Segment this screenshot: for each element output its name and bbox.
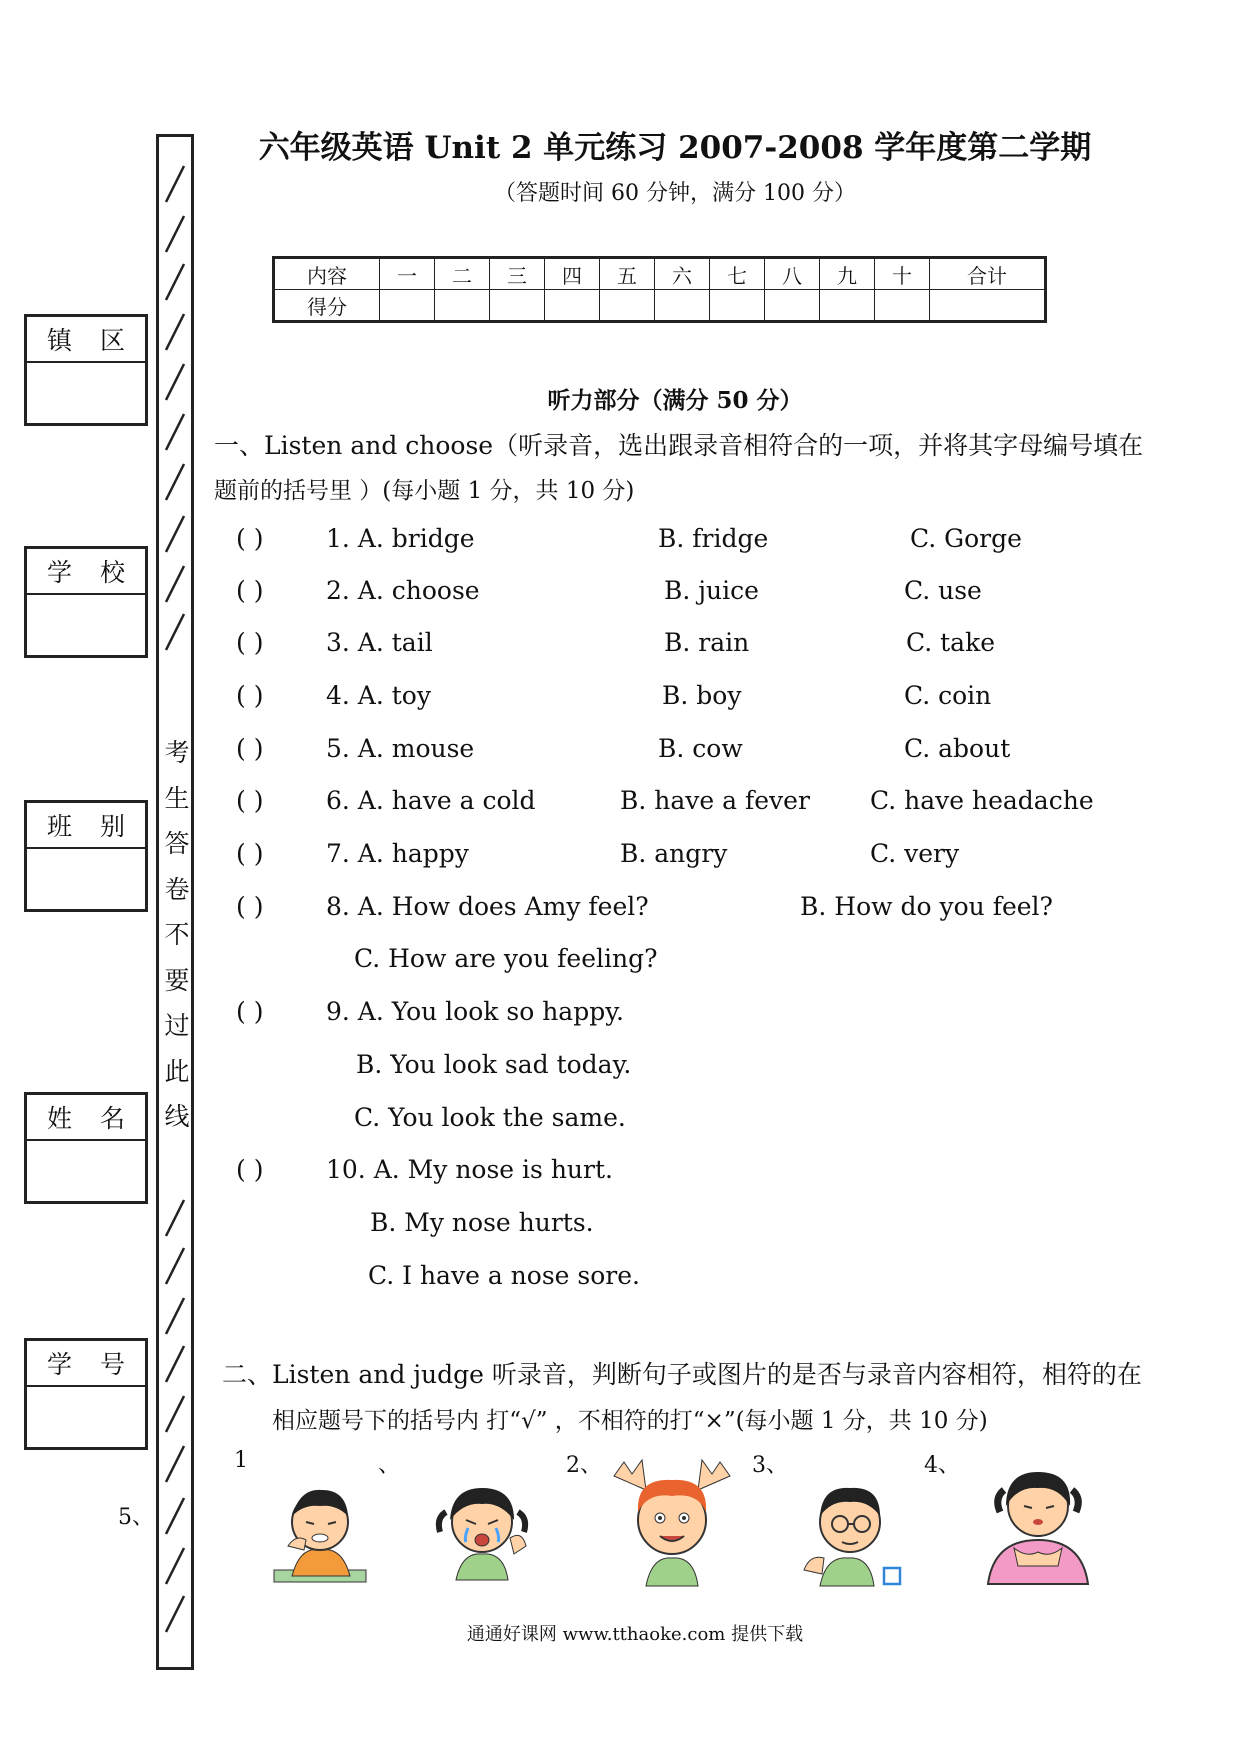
score-table-header-row (274, 258, 1046, 290)
class-field-box[interactable] (24, 800, 148, 912)
page-subtitle: （答题时间 60 分钟，满分 100 分） (494, 181, 856, 206)
binding-slash-mark (164, 1444, 186, 1484)
binding-slash-mark (164, 362, 186, 402)
binding-slash-mark (164, 262, 186, 302)
q9-option-c: C. You look the same. (354, 1103, 626, 1132)
picture-number-4: 4、 (924, 1453, 960, 1478)
score-input-cell[interactable] (875, 290, 930, 322)
picture-number-3: 3、 (752, 1453, 788, 1478)
binding-slash-mark (164, 214, 186, 254)
student-id-label-1: 学 (47, 1350, 73, 1379)
picture-number-1: 1 (234, 1448, 248, 1473)
q7-option-c: C. very (870, 839, 960, 868)
picture-number-2: 2、 (566, 1453, 602, 1478)
score-cell: 六 (655, 258, 710, 290)
score-input-cell[interactable] (380, 290, 435, 322)
binding-slash-mark (164, 1594, 186, 1634)
answer-bracket-q6[interactable]: ( ) (236, 786, 264, 815)
q10-option-c: C. I have a nose sore. (368, 1261, 640, 1290)
score-input-cell[interactable] (820, 290, 875, 322)
picture-number-separator: 、 (378, 1453, 401, 1478)
q7-option-b: B. angry (620, 839, 728, 868)
binding-slash-mark (164, 1246, 186, 1286)
score-table (272, 256, 1047, 323)
score-input-cell[interactable] (545, 290, 600, 322)
q4-option-c: C. coin (904, 681, 992, 710)
q8-option-c: C. How are you feeling? (354, 944, 658, 973)
q8-option-a: 8. A. How does Amy feel? (326, 892, 649, 921)
binding-slash-mark (164, 462, 186, 502)
score-input-cell[interactable] (655, 290, 710, 322)
q9-option-b: B. You look sad today. (356, 1050, 632, 1079)
binding-warning-text (162, 730, 192, 1140)
score-cell: 九 (820, 258, 875, 290)
section-title: 听力部分（满分 50 分） (547, 387, 803, 414)
q2-option-c: C. use (904, 576, 982, 605)
score-cell: 三 (490, 258, 545, 290)
binding-slash-mark (164, 1198, 186, 1238)
score-cell: 七 (710, 258, 765, 290)
q8-option-b: B. How do you feel? (800, 892, 1053, 921)
q2-option-b: B. juice (664, 576, 759, 605)
answer-bracket-q3[interactable]: ( ) (236, 628, 264, 657)
binding-slash-mark (164, 514, 186, 554)
name-field-box[interactable] (24, 1092, 148, 1204)
boy-with-glasses-picture (796, 1470, 926, 1590)
score-input-cell[interactable] (765, 290, 820, 322)
q9-option-a: 9. A. You look so happy. (326, 997, 624, 1026)
page-number: 5、 (118, 1505, 154, 1530)
q3-option-c: C. take (906, 628, 996, 657)
binding-slash-mark (164, 164, 186, 204)
answer-bracket-q7[interactable]: ( ) (236, 839, 264, 868)
girl-crying-picture (426, 1468, 536, 1588)
part1-instruction-line1: 一、Listen and choose（听录音，选出跟录音相符合的一项，并将其字母编号填在 (214, 431, 1144, 460)
warning-char: 生 (164, 783, 190, 813)
q6-option-a: 6. A. have a cold (326, 786, 536, 815)
answer-bracket-q2[interactable]: ( ) (236, 576, 264, 605)
q10-option-b: B. My nose hurts. (370, 1208, 594, 1237)
student-id-field-box[interactable] (24, 1338, 148, 1450)
binding-slash-mark (164, 312, 186, 352)
binding-slash-mark (164, 564, 186, 604)
score-cell: 合计 (930, 258, 1046, 290)
warning-char: 不 (164, 920, 190, 949)
score-input-cell[interactable] (710, 290, 765, 322)
q4-option-b: B. boy (662, 681, 742, 710)
answer-bracket-q10[interactable]: ( ) (236, 1155, 264, 1184)
score-cell: 十 (875, 258, 930, 290)
footer-text: 通通好课网 www.tthaoke.com 提供下载 (466, 1624, 804, 1645)
warning-char: 卷 (164, 874, 190, 904)
town-label-2: 区 (99, 326, 125, 355)
score-input-cell[interactable] (930, 290, 1046, 322)
page-title: 六年级英语 Unit 2 单元练习 2007-2008 学年度第二学期 (258, 130, 1092, 166)
warning-char: 答 (164, 829, 190, 858)
school-field-box[interactable] (24, 546, 148, 658)
class-label-2: 别 (99, 812, 125, 841)
name-label-1: 姓 (47, 1104, 73, 1133)
q5-option-b: B. cow (658, 734, 743, 763)
q5-option-c: C. about (904, 734, 1011, 763)
binding-slash-mark (164, 1394, 186, 1434)
part2-instruction-line2: 相应题号下的括号内 打“√” ，不相符的打“×”(每小题 1 分，共 10 分) (272, 1408, 988, 1434)
score-cell: 五 (600, 258, 655, 290)
answer-bracket-q5[interactable]: ( ) (236, 734, 264, 763)
binding-slash-mark (164, 1296, 186, 1336)
q1-option-b: B. fridge (658, 524, 769, 553)
warning-char: 线 (164, 1102, 190, 1131)
warning-char: 要 (164, 965, 190, 995)
answer-bracket-q9[interactable]: ( ) (236, 997, 264, 1026)
binding-slash-mark (164, 1496, 186, 1536)
binding-slash-mark (164, 1546, 186, 1586)
score-cell: 二 (435, 258, 490, 290)
q5-option-a: 5. A. mouse (326, 734, 475, 763)
warning-char: 过 (164, 1011, 190, 1040)
q7-option-a: 7. A. happy (326, 839, 469, 868)
binding-slash-mark (164, 412, 186, 452)
q3-option-b: B. rain (664, 628, 750, 657)
score-input-cell[interactable] (490, 290, 545, 322)
score-input-cell[interactable] (435, 290, 490, 322)
q6-option-c: C. have headache (870, 786, 1094, 815)
q3-option-a: 3. A. tail (326, 628, 433, 657)
score-cell: 一 (380, 258, 435, 290)
q2-option-a: 2. A. choose (326, 576, 480, 605)
warning-char: 考 (164, 738, 190, 767)
part1-instruction-line2: 题前的括号里 ）(每小题 1 分，共 10 分) (214, 478, 635, 504)
town-label-1: 镇 (47, 326, 73, 355)
answer-bracket-q8[interactable]: ( ) (236, 892, 264, 921)
score-cell: 四 (545, 258, 600, 290)
student-id-label-2: 号 (99, 1350, 125, 1379)
score-row-label: 得分 (274, 290, 380, 322)
child-sneezing-picture (270, 1476, 370, 1586)
q6-option-b: B. have a fever (620, 786, 810, 815)
q4-option-a: 4. A. toy (326, 681, 431, 710)
school-label-1: 学 (47, 558, 73, 587)
q1-option-a: 1. A. bridge (326, 524, 475, 553)
q1-option-c: C. Gorge (910, 524, 1022, 553)
score-input-cell[interactable] (600, 290, 655, 322)
answer-bracket-q1[interactable]: ( ) (236, 524, 264, 553)
binding-slash-mark (164, 612, 186, 652)
answer-bracket-q4[interactable]: ( ) (236, 681, 264, 710)
boy-hands-up-picture (602, 1452, 742, 1592)
part2-instruction-line1: 二、Listen and judge 听录音，判断句子或图片的是否与录音内容相符，相符的在 (222, 1360, 1142, 1389)
warning-char: 此 (164, 1056, 190, 1086)
score-cell: 内容 (274, 258, 380, 290)
name-label-2: 名 (99, 1104, 125, 1133)
class-label-1: 班 (47, 812, 73, 841)
q10-option-a: 10. A. My nose is hurt. (326, 1155, 613, 1184)
score-table-score-row (274, 290, 1046, 322)
school-label-2: 校 (99, 558, 125, 587)
girl-cold-picture (974, 1456, 1104, 1586)
score-cell: 八 (765, 258, 820, 290)
binding-slash-mark (164, 1344, 186, 1384)
